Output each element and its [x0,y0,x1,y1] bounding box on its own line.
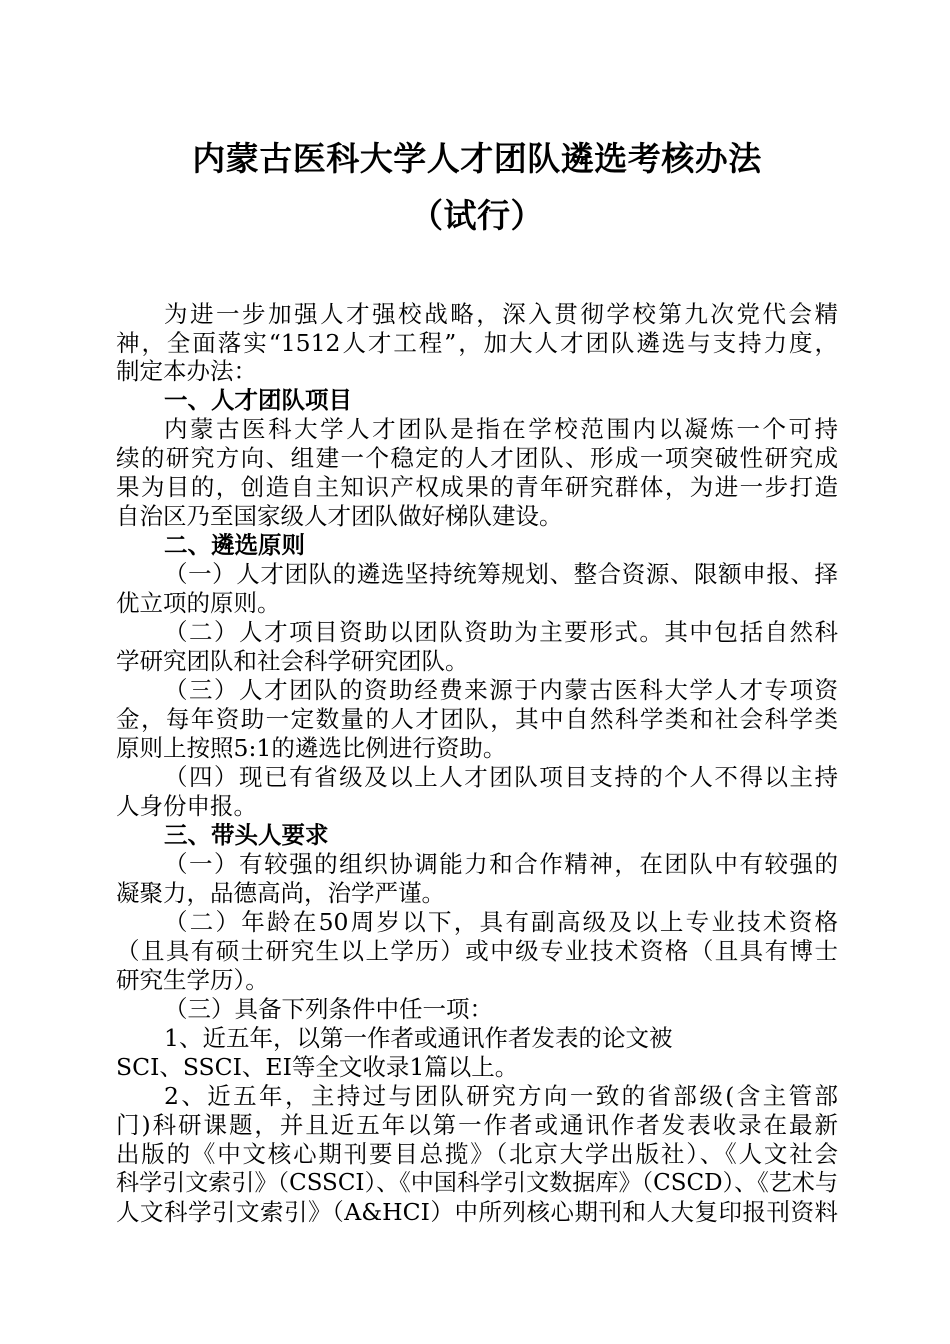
paragraph-line: 出版的《中文核心期刊要目总揽》（北京大学出版社）、《人文社会 [116,1140,838,1168]
paragraph-line: （二）人才项目资助以团队资助为主要形式。其中包括自然科 [164,618,838,646]
document-subtitle: （试行） [410,196,544,235]
paragraph-line: （且具有硕士研究生以上学历）或中级专业技术资格（且具有博士 [116,937,838,965]
intro-line: 为进一步加强人才强校战略，深入贯彻学校第九次党代会精 [164,300,838,328]
paragraph-line: 续的研究方向、组建一个稳定的人才团队、形成一项突破性研究成 [116,444,838,472]
paragraph-line: 1、近五年，以第一作者或通讯作者发表的论文被 [164,1024,673,1052]
intro-line: 神，全面落实“1512人才工程”，加大人才团队遴选与支持力度， [116,329,838,357]
paragraph-line: （三）人才团队的资助经费来源于内蒙古医科大学人才专项资 [164,676,838,704]
section-heading-1: 一、人才团队项目 [164,386,352,414]
paragraph-line: 人身份申报。 [116,792,257,820]
paragraph-line: SCI、SSCI、EI等全文收录1篇以上。 [116,1053,519,1081]
paragraph-line: 门)科研课题，并且近五年以第一作者或通讯作者发表收录在最新 [116,1111,838,1139]
paragraph-line: 内蒙古医科大学人才团队是指在学校范围内以凝炼一个可持 [164,415,838,443]
paragraph-line: 自治区乃至国家级人才团队做好梯队建设。 [116,502,563,530]
paragraph-line: 研究生学历）。 [116,966,269,994]
paragraph-line: 果为目的，创造自主知识产权成果的青年研究群体，为进一步打造 [116,473,838,501]
paragraph-line: 优立项的原则。 [116,589,281,617]
intro-line: 制定本办法： [116,357,257,385]
paragraph-line: （三）具备下列条件中任一项： [164,995,493,1023]
paragraph-line: 人文科学引文索引》（A&HCI）中所列核心期刊和人大复印报刊资料 [116,1198,838,1226]
paragraph-line: （四）现已有省级及以上人才团队项目支持的个人不得以主持 [164,763,838,791]
section-heading-3: 三、带头人要求 [164,821,329,849]
paragraph-line: 凝聚力，品德高尚，治学严谨。 [116,879,445,907]
paragraph-line: 2、近五年，主持过与团队研究方向一致的省部级(含主管部 [164,1082,838,1110]
paragraph-line: 原则上按照5:1的遴选比例进行资助。 [116,734,507,762]
paragraph-line: 金，每年资助一定数量的人才团队，其中自然科学类和社会科学类 [116,705,838,733]
section-heading-2: 二、遴选原则 [164,531,305,559]
paragraph-line: 学研究团队和社会科学研究团队。 [116,647,469,675]
document-title: 内蒙古医科大学人才团队遴选考核办法 [192,139,762,178]
paragraph-line: （一）有较强的组织协调能力和合作精神，在团队中有较强的 [164,850,838,878]
paragraph-line: （二）年龄在50周岁以下，具有副高级及以上专业技术资格 [164,908,838,936]
paragraph-line: （一）人才团队的遴选坚持统筹规划、整合资源、限额申报、择 [164,560,838,588]
paragraph-line: 科学引文索引》（CSSCI）、《中国科学引文数据库》（CSCD）、《艺术与 [116,1170,838,1196]
